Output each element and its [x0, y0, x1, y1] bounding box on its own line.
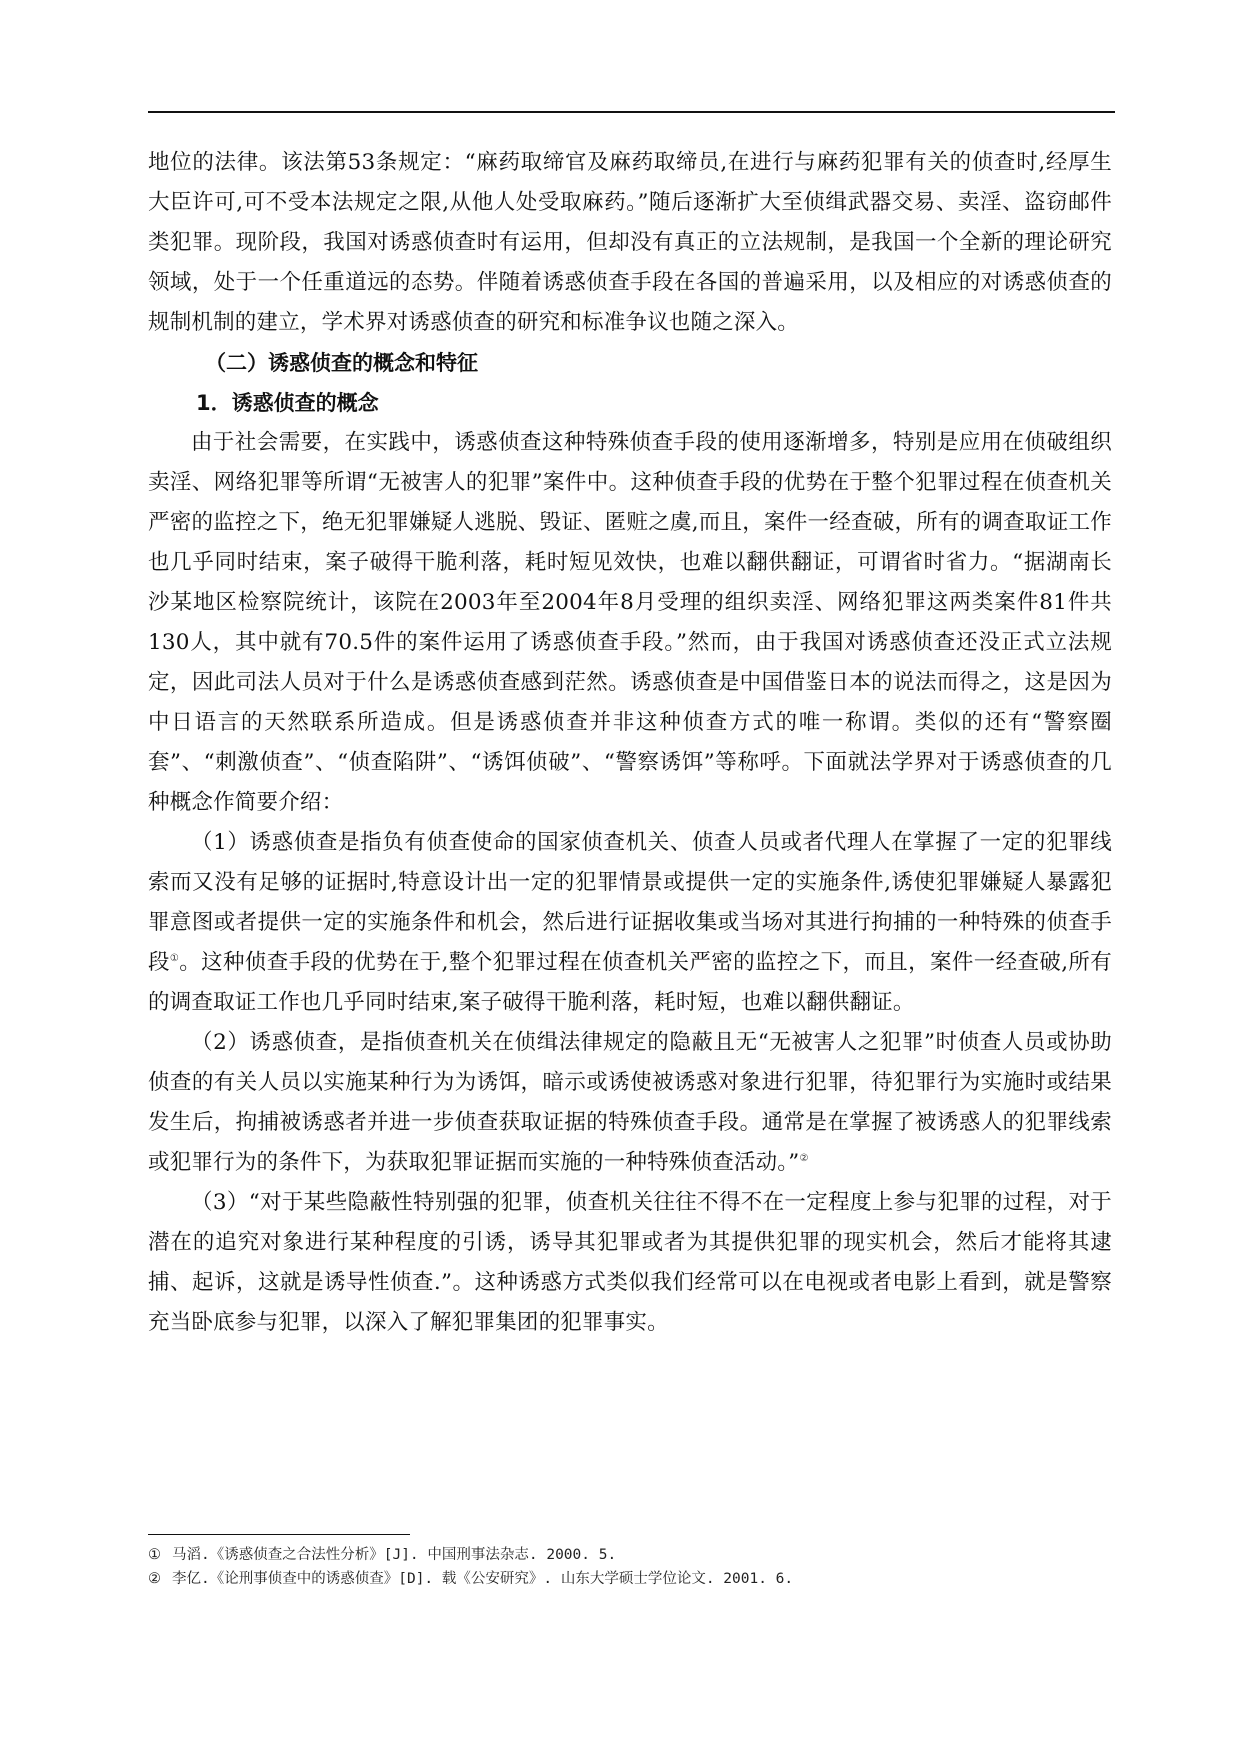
footnote-item [148, 1543, 1112, 1567]
footnote-mark: ① [148, 1547, 161, 1563]
section-heading: （二）诱惑侦查的概念和特征 [205, 351, 478, 375]
paragraph-definition-3: （3）“对于某些隐蔽性特别强的犯罪，侦查机关往往不得不在一定程度上参与犯罪的过程，对于潜在的追究对象进行某种程度的引诱，诱导其犯罪或者为其提供犯罪的现实机会，然后才能将其逮捕、起诉，这就是诱导性侦查.”。这种诱惑方式类似我们经常可以在电视或者电影上看到，就是警察充当卧底参与犯罪，以深入了解犯罪集团的犯罪事实。 [148, 1190, 1112, 1335]
footnote-ref-2[interactable]: ② [799, 1152, 809, 1164]
footnote-rule [148, 1534, 410, 1535]
footnote-text: 马滔.《诱惑侦查之合法性分析》[J]. 中国刑事法杂志. 2000. 5. [172, 1547, 617, 1563]
body-text [148, 143, 1112, 1343]
footnote-item [148, 1567, 1112, 1591]
paragraph-definition-1 [148, 823, 1112, 1023]
paragraph-definition-2 [148, 1023, 1112, 1183]
footnote-text: 李亿.《论刑事侦查中的诱惑侦查》[D]. 载《公安研究》. 山东大学硕士学位论文. 2001. 6. [172, 1571, 794, 1587]
subsection-heading: 1．诱惑侦查的概念 [196, 391, 379, 415]
definition-1-text: （1）诱惑侦查是指负有侦查使命的国家侦查机关、侦查人员或者代理人在掌握了一定的犯罪线索而又没有足够的证据时,特意设计出一定的犯罪情景或提供一定的实施条件,诱使犯罪嫌疑人暴露犯罪意图或者提供一定的实施条件和机会，然后进行证据收集或当场对其进行拘捕的一种特殊的侦查手段 [148, 830, 1112, 975]
definition-2-text: （2）诱惑侦查，是指侦查机关在侦缉法律规定的隐蔽且无“无被害人之犯罪”时侦查人员或协助侦查的有关人员以实施某种行为为诱饵，暗示或诱使被诱惑对象进行犯罪，待犯罪行为实施时或结果发生后，拘捕被诱惑者并进一步侦查获取证据的特殊侦查手段。通常是在掌握了被诱惑人的犯罪线索或犯罪行为的条件下，为获取犯罪证据而实施的一种特殊侦查活动。” [148, 1030, 1112, 1175]
footnotes [148, 1543, 1112, 1591]
paragraph-concept-intro: 由于社会需要，在实践中，诱惑侦查这种特殊侦查手段的使用逐渐增多，特别是应用在侦破组织卖淫、网络犯罪等所谓“无被害人的犯罪”案件中。这种侦查手段的优势在于整个犯罪过程在侦查机关严密的监控之下，绝无犯罪嫌疑人逃脱、毁证、匿赃之虞,而且，案件一经查破，所有的调查取证工作也几乎同时结束，案子破得干脆利落，耗时短见效快，也难以翻供翻证，可谓省时省力。“据湖南长沙某地区检察院统计，该院在2003年至2004年8月受理的组织卖淫、网络犯罪这两类案件81件共130人，其中就有70.5件的案件运用了诱惑侦查手段。”然而，由于我国对诱惑侦查还没正式立法规定，因此司法人员对于什么是诱惑侦查感到茫然。诱惑侦查是中国借鉴日本的说法而得之，这是因为中日语言的天然联系所造成。但是诱惑侦查并非这种侦查方式的唯一称谓。类似的还有“警察圈套”、“刺激侦查”、“侦查陷阱”、“诱饵侦破”、“警察诱饵”等称呼。下面就法学界对于诱惑侦查的几种概念作简要介绍： [148, 430, 1112, 815]
footnote-mark: ② [148, 1571, 161, 1587]
definition-1-tail: 。这种侦查手段的优势在于,整个犯罪过程在侦查机关严密的监控之下，而且，案件一经查破,所有的调查取证工作也几乎同时结束,案子破得干脆利落，耗时短，也难以翻供翻证。 [148, 950, 1112, 1015]
footnote-ref-1[interactable]: ① [169, 952, 180, 964]
paragraph-legal-history: 地位的法律。该法第53条规定：“麻药取缔官及麻药取缔员,在进行与麻药犯罪有关的侦查时,经厚生大臣许可,可不受本法规定之限,从他人处受取麻药。”随后逐渐扩大至侦缉武器交易、卖淫、盗窃邮件类犯罪。现阶段，我国对诱惑侦查时有运用，但却没有真正的立法规制，是我国一个全新的理论研究领域，处于一个任重道远的态势。伴随着诱惑侦查手段在各国的普遍采用，以及相应的对诱惑侦查的规制机制的建立，学术界对诱惑侦查的研究和标准争议也随之深入。 [148, 150, 1112, 335]
header-rule [148, 111, 1115, 113]
